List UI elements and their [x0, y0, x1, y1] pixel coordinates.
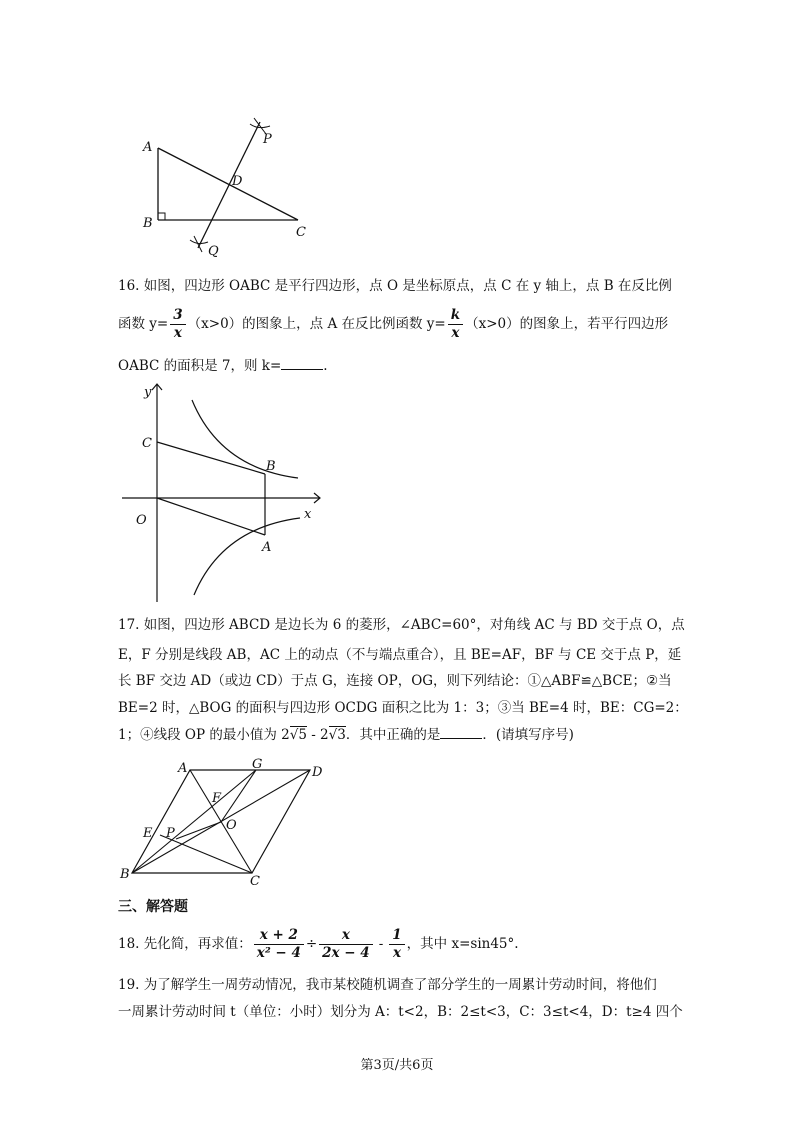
- label-B: B: [266, 459, 276, 474]
- answer-blank: [440, 726, 482, 739]
- label-D: D: [312, 765, 323, 780]
- q18-line: 18. 先化简，再求值： $\frac{x + 2}{\text{x² − 4}}$ ÷ $\frac{x}{2x - 4}$ - $\frac{1}{x}$ ，其中 x=sin45°.: [118, 927, 519, 961]
- label-B: B: [143, 216, 153, 231]
- q17-line4: BE=2 时，△BOG 的面积与四边形 OCDG 面积之比为 1：3；③当 BE=4 时，BE：CG=2：: [118, 700, 688, 716]
- q19-line2: 一周累计劳动时间 t（单位：小时）划分为 A：t<2，B：2≤t<3，C：3≤t<4，D：t≥4 四个: [118, 1004, 683, 1020]
- answer-blank: [281, 357, 323, 370]
- label-P: P: [263, 132, 272, 147]
- label-O: O: [136, 513, 147, 528]
- label-y: y: [144, 385, 152, 400]
- label-A: A: [262, 540, 272, 555]
- fraction-k-over-x: $\frac{k}{x}$: [448, 307, 463, 342]
- q16-line3: OABC 的面积是 7，则 k= .: [118, 358, 328, 374]
- q16-line1: 16. 如图，四边形 OABC 是平行四边形，点 O 是坐标原点，点 C 在 y 轴上，点 B 在反比例: [118, 278, 672, 294]
- fraction-2: $\frac{x}{2x - 4}$: [319, 927, 373, 962]
- fraction-1: $\frac{x + 2}{\text{x² − 4}}$: [254, 927, 304, 962]
- label-C: C: [250, 874, 260, 889]
- label-E: E: [143, 826, 153, 841]
- label-G: G: [252, 757, 263, 772]
- page-footer: 第3页/共6页: [360, 1058, 434, 1073]
- q17-line3: 长 BF 交边 AD（或边 CD）于点 G，连接 OP，OG，则下列结论：①△ABF≌△BCE；②当: [118, 673, 672, 689]
- q17-line1: 17. 如图，四边形 ABCD 是边长为 6 的菱形，∠ABC=60°，对角线 AC 与 BD 交于点 O，点: [118, 617, 685, 633]
- q17-line2: E，F 分别是线段 AB，AC 上的动点（不与端点重合），且 BE=AF，BF 与 CE 交于点 P，延: [118, 647, 682, 663]
- fraction-3-over-x: $\frac{3}{x}$: [170, 307, 185, 342]
- label-P: P: [166, 826, 175, 841]
- label-A: A: [178, 761, 188, 776]
- label-x: x: [304, 507, 312, 522]
- figure-q17: [112, 752, 337, 890]
- label-B: B: [120, 867, 130, 882]
- fraction-3: $\frac{1}{x}$: [389, 927, 404, 962]
- figure-q16: [120, 380, 340, 605]
- q16-line2: 函数 y= $\frac{3}{x}$ （x>0）的图象上，点 A 在反比例函数 y= $\frac{k}{x}$ （x>0）的图象上，若平行四边形: [118, 307, 669, 341]
- figure-q15: [130, 110, 330, 260]
- label-D: D: [232, 174, 243, 189]
- label-O: O: [226, 818, 237, 833]
- label-F: F: [212, 791, 222, 806]
- label-C: C: [142, 436, 152, 451]
- q17-line5: 1；④线段 OP 的最小值为 2√5 - 2√3．其中正确的是 ．(请填写序号): [118, 727, 574, 743]
- label-Q: Q: [208, 244, 219, 259]
- section-heading: 三、解答题: [118, 899, 188, 915]
- label-A: A: [143, 140, 153, 155]
- q19-line1: 19. 为了解学生一周劳动情况，我市某校随机调查了部分学生的一周累计劳动时间，将他们: [118, 977, 657, 993]
- label-C: C: [296, 225, 306, 240]
